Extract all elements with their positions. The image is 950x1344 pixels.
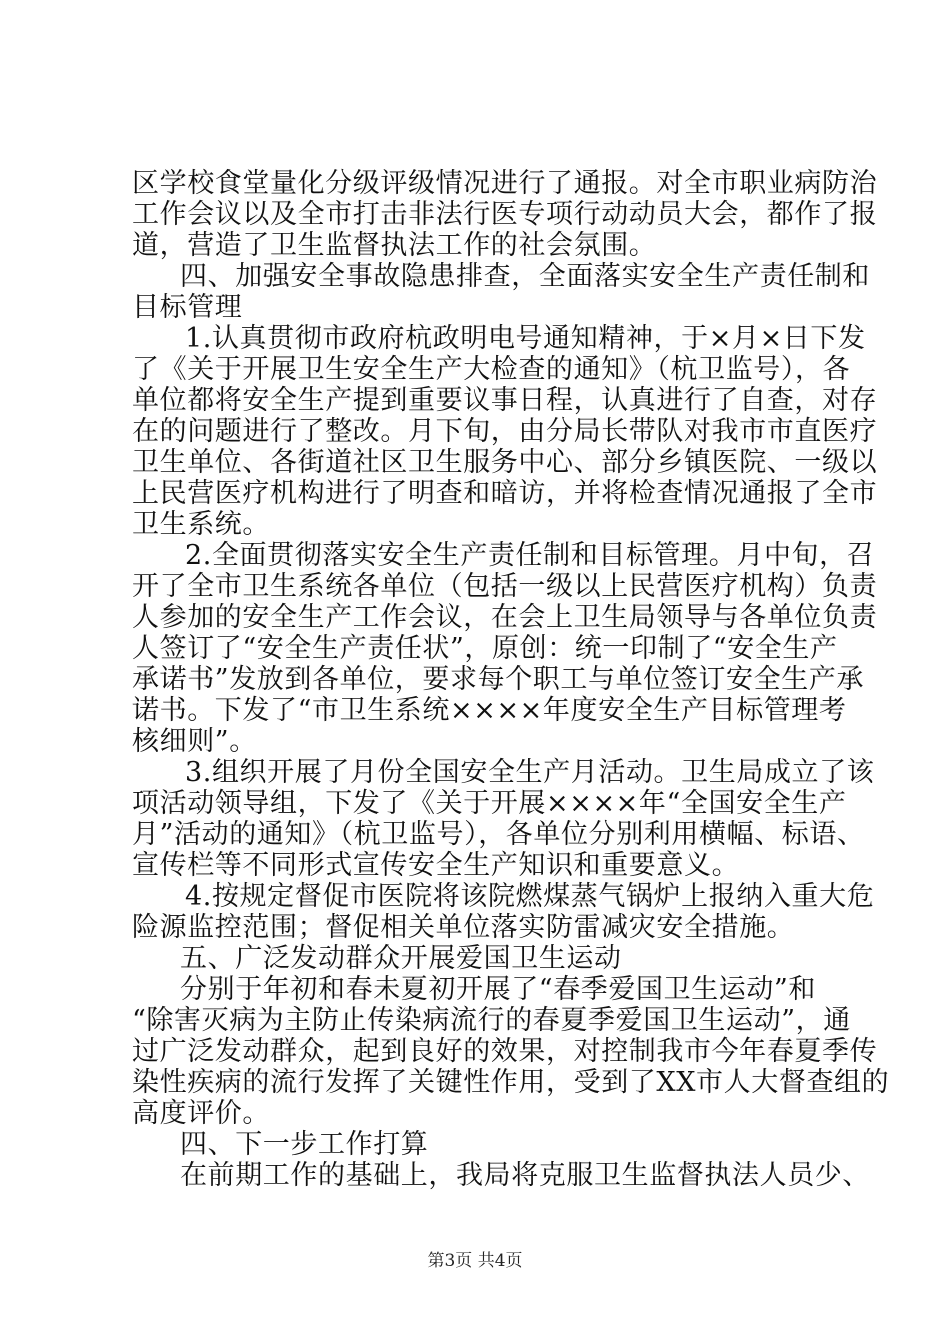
text-line: 开了全市卫生系统各单位（包括一级以上民营医疗机构）负责 — [132, 571, 878, 602]
text-line: 分别于年初和春未夏初开展了“春季爱国卫生运动”和 — [180, 974, 817, 1005]
text-line: 承诺书”发放到各单位，要求每个职工与单位签订安全生产承 — [132, 664, 865, 695]
text-line: 1.认真贯彻市政府杭政明电号通知精神，于×月×日下发 — [185, 323, 866, 354]
section-heading: 四、下一步工作打算 — [180, 1129, 429, 1160]
text-line: 高度评价。 — [132, 1098, 270, 1129]
page-number-footer: 第3页 共4页 — [427, 1251, 523, 1271]
section-heading: 五、广泛发动群众开展爱国卫生运动 — [180, 943, 622, 974]
text-line: 诺书。下发了“市卫生系统××××年度安全生产目标管理考 — [132, 695, 847, 726]
text-line: 在的问题进行了整改。月下旬，由分局长带队对我市市直医疗 — [132, 416, 878, 447]
text-line: 染性疾病的流行发挥了关键性作用，受到了XX市人大督查组的 — [132, 1067, 890, 1098]
text-line: 核细则”。 — [132, 726, 257, 757]
text-line: 宣传栏等不同形式宣传安全生产知识和重要意义。 — [132, 850, 740, 881]
text-line: 在前期工作的基础上，我局将克服卫生监督执法人员少、 — [180, 1160, 870, 1191]
text-line: 过广泛发动群众，起到良好的效果，对控制我市今年春夏季传 — [132, 1036, 878, 1067]
text-line: 人参加的安全生产工作会议，在会上卫生局领导与各单位负责 — [132, 602, 878, 633]
text-line: 卫生单位、各街道社区卫生服务中心、部分乡镇医院、一级以 — [132, 447, 878, 478]
section-heading: 四、加强安全事故隐患排查，全面落实安全生产责任制和 — [180, 261, 870, 292]
text-line: 卫生系统。 — [132, 509, 270, 540]
text-line: 月”活动的通知》（杭卫监号），各单位分别利用横幅、标语、 — [132, 819, 865, 850]
text-line: 上民营医疗机构进行了明查和暗访，并将检查情况通报了全市 — [132, 478, 878, 509]
text-line: 人签订了“安全生产责任状”，原创：统一印制了“安全生产 — [132, 633, 838, 664]
text-line: “除害灭病为主防止传染病流行的春夏季爱国卫生运动”，通 — [132, 1005, 851, 1036]
text-line: 区学校食堂量化分级评级情况进行了通报。对全市职业病防治 — [132, 168, 878, 199]
text-line: 单位都将安全生产提到重要议事日程，认真进行了自查，对存 — [132, 385, 878, 416]
text-line: 工作会议以及全市打击非法行医专项行动动员大会，都作了报 — [132, 199, 878, 230]
text-line: 了《关于开展卫生安全生产大检查的通知》（杭卫监号），各 — [132, 354, 851, 385]
text-line: 3.组织开展了月份全国安全生产月活动。卫生局成立了该 — [185, 757, 875, 788]
text-line: 2.全面贯彻落实安全生产责任制和目标管理。月中旬，召 — [185, 540, 875, 571]
text-line: 险源监控范围；督促相关单位落实防雷减灾安全措施。 — [132, 912, 795, 943]
text-line: 项活动领导组，下发了《关于开展××××年“全国安全生产 — [132, 788, 847, 819]
text-line: 道，营造了卫生监督执法工作的社会氛围。 — [132, 230, 657, 261]
section-heading: 目标管理 — [132, 292, 243, 323]
text-line: 4.按规定督促市医院将该院燃煤蒸气锅炉上报纳入重大危 — [185, 881, 875, 912]
